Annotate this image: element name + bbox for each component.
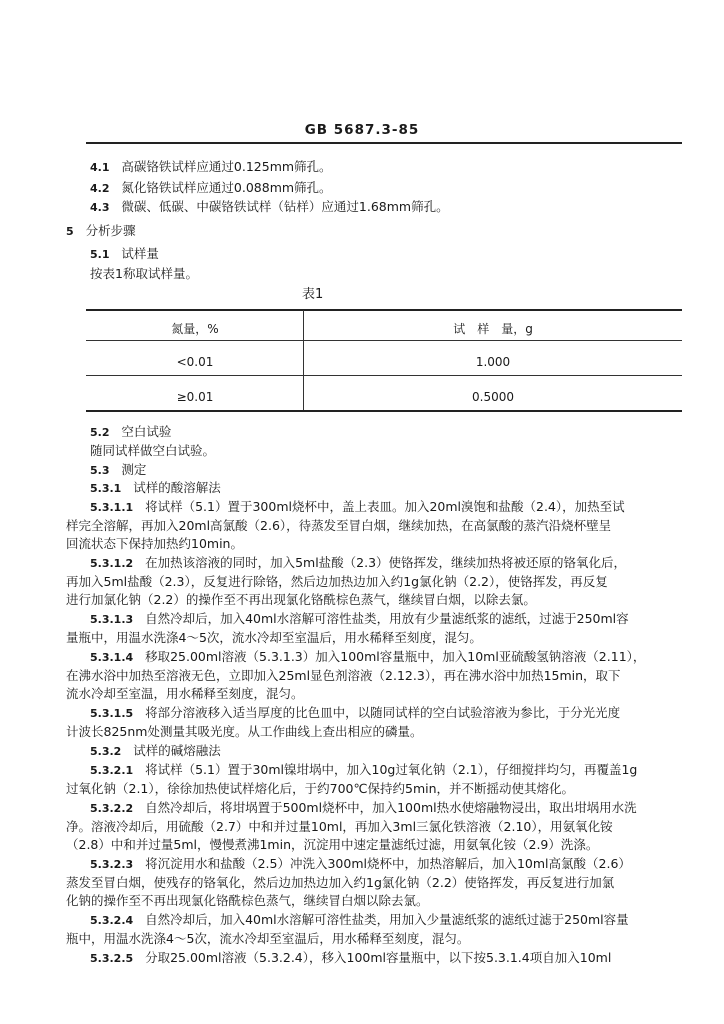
- table-cell-nitrogen: <0.01: [176, 355, 214, 369]
- paragraph-line: （2.8）中和并过量5ml，慢慢煮沸1min，沉淀用中速定量滤纸过滤，用氨氧化铵（2.9）洗涤。: [66, 837, 599, 852]
- paragraph-text: 将沉淀用水和盐酸（2.5）冲洗入300ml烧杯中，加热溶解后，加入10ml高氯酸（2.6）: [145, 856, 631, 871]
- subsection-5-1-text: 按表1称取试样量。: [90, 266, 198, 281]
- paragraph-5-3-2-1: [90, 762, 637, 779]
- paragraph-text: 自然冷却后，加入40ml水溶解可溶性盐类，用加入少量滤纸浆的滤纸过滤于250ml容量: [145, 912, 629, 927]
- header-rule: [86, 142, 682, 144]
- subsection-5-3-2-heading: [90, 743, 221, 760]
- subsection-5-2-heading: [90, 424, 171, 441]
- paragraph-number: 5.3.1.4: [90, 651, 134, 664]
- subsection-number: 5.2: [90, 426, 110, 439]
- subsection-5-3-1-heading: [90, 480, 221, 497]
- section-5-heading: [66, 223, 136, 240]
- paragraph-number: 5.3.2.2: [90, 802, 134, 815]
- section-title: 分析步骤: [85, 223, 136, 238]
- paragraph-line: 化钠的操作至不再出现氯化铬酰棕色蒸气，继续冒白烟以除去氯。: [66, 893, 429, 908]
- paragraph-5-3-2-5: [90, 950, 611, 967]
- paragraph-line: 再加入5ml盐酸（2.3），反复进行除铬，然后边加热边加入约1g氯化钠（2.2），使铬挥发，再反复: [66, 574, 608, 589]
- table-column-divider: [303, 310, 304, 410]
- paragraph-number: 5.3.2.4: [90, 914, 134, 927]
- item-text: 氮化铬铁试样应通过0.088mm筛孔。: [121, 180, 332, 195]
- paragraph-text: 自然冷却后，将坩埚置于500ml烧杯中，加入100ml热水使熔融物浸出，取出坩埚用水洗: [145, 800, 637, 815]
- table-cell-nitrogen: ≥0.01: [176, 390, 214, 404]
- table-top-rule: [86, 309, 682, 311]
- subsection-title: 试样量: [121, 246, 159, 261]
- paragraph-5-3-1-3: [90, 611, 629, 628]
- paragraph-5-3-2-2: [90, 800, 637, 817]
- paragraph-line: 流水冷却至室温，用水稀释至刻度，混匀。: [66, 686, 304, 701]
- paragraph-number: 5.3.1.3: [90, 613, 134, 626]
- paragraph-text: 移取25.00ml溶液（5.3.1.3）加入100ml容量瓶中，加入10ml亚硫酸氢钠溶液（2.11），: [145, 649, 646, 664]
- paragraph-line: 回流状态下保持加热约10min。: [66, 536, 243, 551]
- table-caption: 表1: [302, 287, 324, 302]
- paragraph-5-3-1-2: [90, 555, 626, 572]
- subsection-title: 空白试验: [121, 424, 172, 439]
- paragraph-number: 5.3.1.5: [90, 707, 134, 720]
- paragraph-text: 将试样（5.1）置于300ml烧杯中，盖上表皿。加入20ml溴饱和盐酸（2.4），加热至试: [145, 499, 625, 514]
- paragraph-line: 过氧化钠（2.1），徐徐加热使试样熔化后，于约700℃保持约5min，并不断摇动使其熔化。: [66, 781, 575, 796]
- item-number: 4.3: [90, 201, 110, 214]
- paragraph-5-3-1-4: [90, 649, 645, 666]
- paragraph-line: 瓶中，用温水洗涤4～5次，流水冷却至室温后，用水稀释至刻度，混匀。: [66, 931, 470, 946]
- item-4-1: [90, 159, 332, 176]
- table-row-rule: [86, 375, 682, 376]
- paragraph-number: 5.3.2.3: [90, 858, 134, 871]
- paragraph-number: 5.3.2.5: [90, 952, 134, 965]
- paragraph-line: 量瓶中，用温水洗涤4～5次，流水冷却至室温后，用水稀释至刻度，混匀。: [66, 630, 482, 645]
- subsection-number: 5.1: [90, 248, 110, 261]
- paragraph-number: 5.3.1.2: [90, 557, 134, 570]
- standard-header: GB 5687.3-85: [304, 122, 420, 138]
- paragraph-line: 计波长825nm处测量其吸光度。从工作曲线上查出相应的磷量。: [66, 724, 423, 739]
- paragraph-line: 净。溶液冷却后，用硫酸（2.7）中和并过量10ml，再加入3ml三氯化铁溶液（2.10），用氨氧化铵: [66, 819, 613, 834]
- paragraph-5-3-1-5: [90, 705, 620, 722]
- item-number: 4.1: [90, 161, 110, 174]
- item-4-2: [90, 180, 332, 197]
- paragraph-5-3-2-3: [90, 856, 631, 873]
- subsection-number: 5.3.1: [90, 482, 122, 495]
- table-cell-sample-mass: 0.5000: [472, 390, 514, 404]
- section-number: 5: [66, 225, 74, 238]
- paragraph-number: 5.3.1.1: [90, 501, 134, 514]
- item-4-3: [90, 199, 449, 216]
- paragraph-line: 在沸水浴中加热至溶液无色，立即加入25ml显色剂溶液（2.12.3），再在沸水浴中加热15min，取下: [66, 668, 621, 683]
- paragraph-text: 将部分溶液移入适当厚度的比色皿中，以随同试样的空白试验溶液为参比，于分光光度: [145, 705, 621, 720]
- paragraph-5-3-2-4: [90, 912, 629, 929]
- paragraph-text: 自然冷却后，加入40ml水溶解可溶性盐类，用放有少量滤纸浆的滤纸，过滤于250ml容: [145, 611, 629, 626]
- subsection-5-2-text: 随同试样做空白试验。: [90, 443, 216, 458]
- table-header-sample-mass: 试 样 量，g: [453, 322, 533, 336]
- subsection-5-3-heading: [90, 462, 146, 479]
- paragraph-line: 样完全溶解，再加入20ml高氯酸（2.6），待蒸发至冒白烟，继续加热，在高氯酸的蒸汽沿烧杯壁呈: [66, 518, 612, 533]
- paragraph-text: 在加热该溶液的同时，加入5ml盐酸（2.3）使铬挥发，继续加热将被还原的铬氧化后，: [145, 555, 627, 570]
- subsection-number: 5.3.2: [90, 745, 122, 758]
- subsection-title: 测定: [121, 462, 147, 477]
- table-bottom-rule: [86, 410, 682, 412]
- paragraph-text: 将试样（5.1）置于30ml镍坩埚中，加入10g过氧化钠（2.1），仔细搅拌均匀，再覆盖1g: [145, 762, 638, 777]
- table-header-rule: [86, 340, 682, 341]
- paragraph-text: 分取25.00ml溶液（5.3.2.4），移入100ml容量瓶中，以下按5.3.1.4项自加入10ml: [145, 950, 612, 965]
- table-header-nitrogen: 氮量，%: [171, 322, 219, 336]
- item-text: 微碳、低碳、中碳铬铁试样（钻样）应通过1.68mm筛孔。: [121, 199, 449, 214]
- subsection-title: 试样的酸溶解法: [133, 480, 221, 495]
- subsection-title: 试样的碱熔融法: [133, 743, 221, 758]
- paragraph-line: 蒸发至冒白烟，使残存的铬氧化，然后边加热边加入约1g氯化钠（2.2）使铬挥发，再反复进行加氯: [66, 875, 615, 890]
- item-number: 4.2: [90, 182, 110, 195]
- paragraph-5-3-1-1: [90, 499, 625, 516]
- paragraph-line: 进行加氯化钠（2.2）的操作至不再出现氯化铬酰棕色蒸气，继续冒白烟，以除去氯。: [66, 592, 536, 607]
- subsection-5-1-heading: [90, 246, 159, 263]
- subsection-number: 5.3: [90, 464, 110, 477]
- paragraph-number: 5.3.2.1: [90, 764, 134, 777]
- item-text: 高碳铬铁试样应通过0.125mm筛孔。: [121, 159, 332, 174]
- table-cell-sample-mass: 1.000: [475, 355, 511, 369]
